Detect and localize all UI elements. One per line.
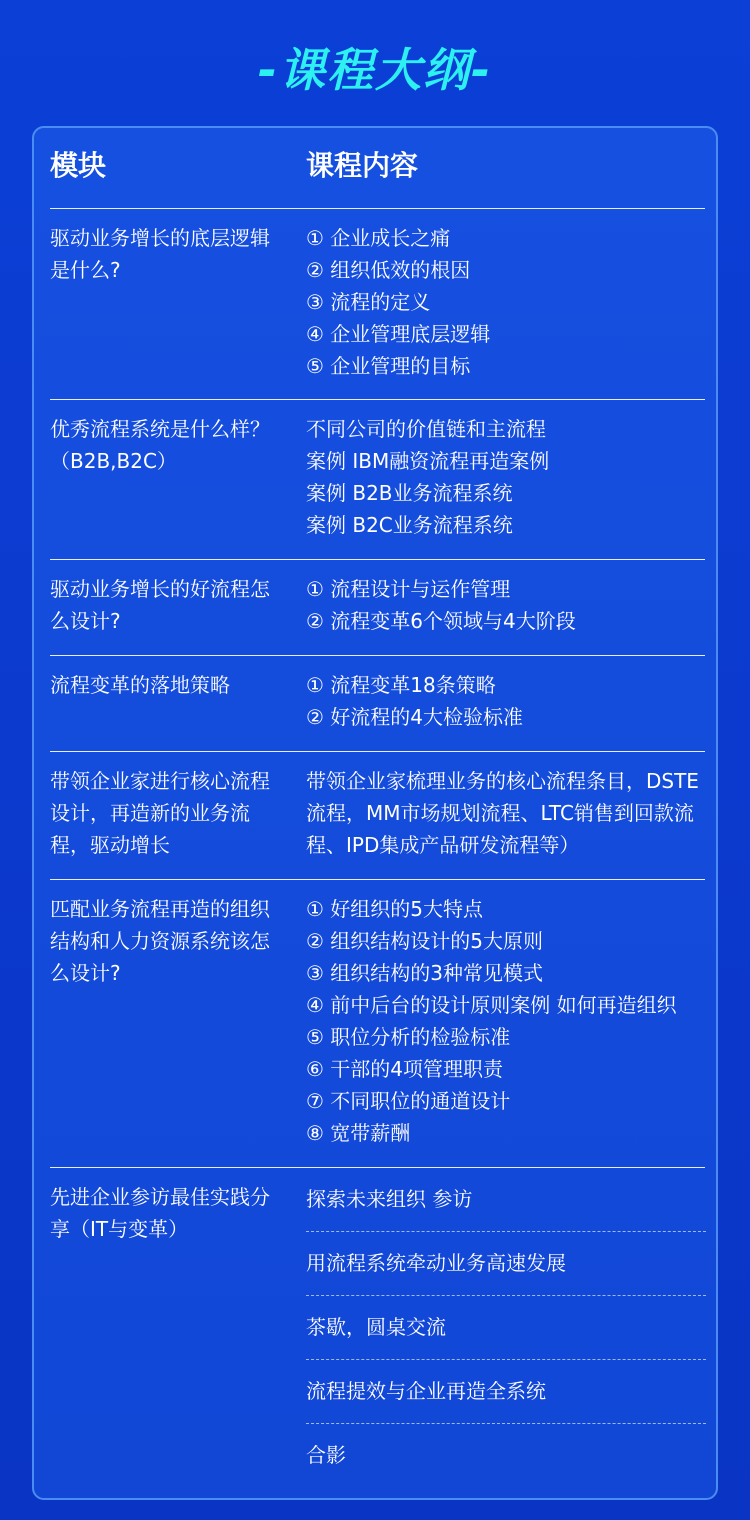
table-row <box>50 1167 705 1497</box>
content-item: ② 好流程的4大检验标准 <box>306 705 524 729</box>
table-row <box>50 751 705 880</box>
content-item: ④ 企业管理底层逻辑 <box>306 322 491 346</box>
content-item: ⑤ 企业管理的目标 <box>306 354 471 378</box>
module-cell: 驱动业务增长的好流程怎么设计? <box>50 577 270 633</box>
module-cell: 匹配业务流程再造的组织结构和人力资源系统该怎么设计? <box>50 897 270 985</box>
table-header <box>50 128 705 209</box>
content-item: 案例 B2C业务流程系统 <box>306 513 513 537</box>
header-module: 模块 <box>50 149 107 182</box>
content-cell <box>306 669 706 733</box>
content-cell <box>306 573 706 637</box>
content-item: 茶歇，圆桌交流 <box>306 1295 706 1360</box>
content-item: 案例 IBM融资流程再造案例 <box>306 449 550 473</box>
content-item: ① 流程设计与运作管理 <box>306 577 511 601</box>
content-item: ④ 前中后台的设计原则案例 如何再造组织 <box>306 993 677 1017</box>
table-row <box>50 655 705 752</box>
content-item: 案例 B2B业务流程系统 <box>306 481 513 505</box>
table-row <box>50 208 705 400</box>
content-cell <box>306 413 706 541</box>
content-item: 流程提效与企业再造全系统 <box>306 1359 706 1424</box>
module-cell: 带领企业家进行核心流程设计，再造新的业务流程，驱动增长 <box>50 769 270 857</box>
content-item: ② 组织低效的根因 <box>306 258 471 282</box>
content-item: 带领企业家梳理业务的核心流程条目，DSTE流程，MM市场规划流程、LTC销售到回款流程、IPD集成产品研发流程等） <box>306 769 699 857</box>
header-content: 课程内容 <box>306 149 419 182</box>
content-item: ② 组织结构设计的5大原则 <box>306 929 544 953</box>
content-item: ① 企业成长之痛 <box>306 226 451 250</box>
module-cell: 先进企业参访最佳实践分享（IT与变革） <box>50 1185 270 1241</box>
content-cell <box>306 765 706 861</box>
content-item: 用流程系统牵动业务高速发展 <box>306 1231 706 1296</box>
syllabus-table <box>32 126 718 1500</box>
content-item: ② 流程变革6个领域与4大阶段 <box>306 609 576 633</box>
content-item: ③ 流程的定义 <box>306 290 431 314</box>
content-item: 合影 <box>306 1443 346 1467</box>
content-item: 不同公司的价值链和主流程 <box>306 417 546 441</box>
content-item: ⑤ 职位分析的检验标准 <box>306 1025 511 1049</box>
content-item: ⑦ 不同职位的通道设计 <box>306 1089 511 1113</box>
table-row <box>50 559 705 656</box>
table-row <box>50 399 705 560</box>
module-cell: 优秀流程系统是什么样？（B2B,B2C） <box>50 417 270 473</box>
content-item: ⑧ 宽带薪酬 <box>306 1121 411 1145</box>
content-item: ⑥ 干部的4项管理职责 <box>306 1057 504 1081</box>
table-row <box>50 879 705 1168</box>
module-cell: 流程变革的落地策略 <box>50 673 230 697</box>
content-item: ① 好组织的5大特点 <box>306 897 484 921</box>
content-cell <box>306 222 706 382</box>
content-item: ① 流程变革18条策略 <box>306 673 496 697</box>
page-title: -课程大纲- <box>257 43 493 97</box>
content-cell <box>306 893 706 1149</box>
module-cell: 驱动业务增长的底层逻辑是什么? <box>50 226 270 282</box>
content-item: 探索未来组织 参访 <box>306 1167 706 1232</box>
content-item: ③ 组织结构的3种常见模式 <box>306 961 544 985</box>
